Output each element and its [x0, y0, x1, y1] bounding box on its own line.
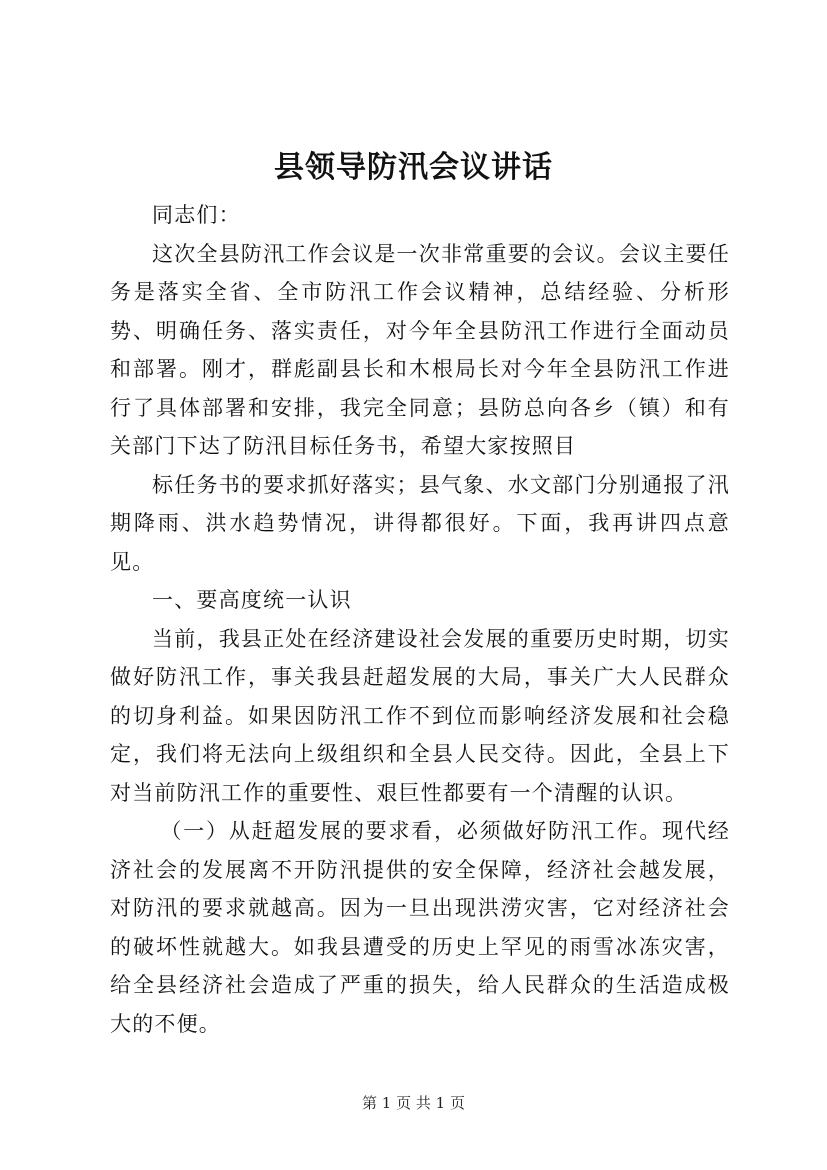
paragraph-2: 标任务书的要求抓好落实；县气象、水文部门分别通报了汛期降雨、洪水趋势情况，讲得都很好。下面，我再讲四点意见。 [110, 472, 730, 574]
section-heading-1: 一、要高度统一认识 [152, 588, 352, 612]
paragraph-3: 当前，我县正处在经济建设社会发展的重要历史时期，切实做好防汛工作，事关我县赶超发展的大局，事关广大人民群众的切身利益。如果因防汛工作不到位而影响经济发展和社会稳定，我们将无法向上级组织和全县人民交待。因此，全县上下对当前防汛工作的重要性、艰巨性都要有一个清醒的认识。 [110, 626, 730, 805]
page-footer: 第 1 页 共 1 页 [362, 1094, 465, 1112]
paragraph-1: 这次全县防汛工作会议是一次非常重要的会议。会议主要任务是落实全省、全市防汛工作会议精神，总结经验、分析形势、明确任务、落实责任，对今年全县防汛工作进行全面动员和部署。刚才，群彪副县长和木根局长对今年全县防汛工作进行了具体部署和安排，我完全同意；县防总向各乡（镇）和有关部门下达了防汛目标任务书，希望大家按照目 [110, 241, 730, 458]
document-title: 县领导防汛会议讲话 [274, 150, 553, 185]
paragraph-4: （一）从赶超发展的要求看，必须做好防汛工作。现代经济社会的发展离不开防汛提供的安全保障，经济社会越发展，对防汛的要求就越高。因为一旦出现洪涝灾害，它对经济社会的破坏性就越大。如我县遭受的历史上罕见的雨雪冰冻灾害，给全县经济社会造成了严重的损失，给人民群众的生活造成极大的不便。 [110, 819, 730, 1036]
salutation: 同志们： [152, 203, 241, 227]
document-body [110, 196, 730, 1043]
